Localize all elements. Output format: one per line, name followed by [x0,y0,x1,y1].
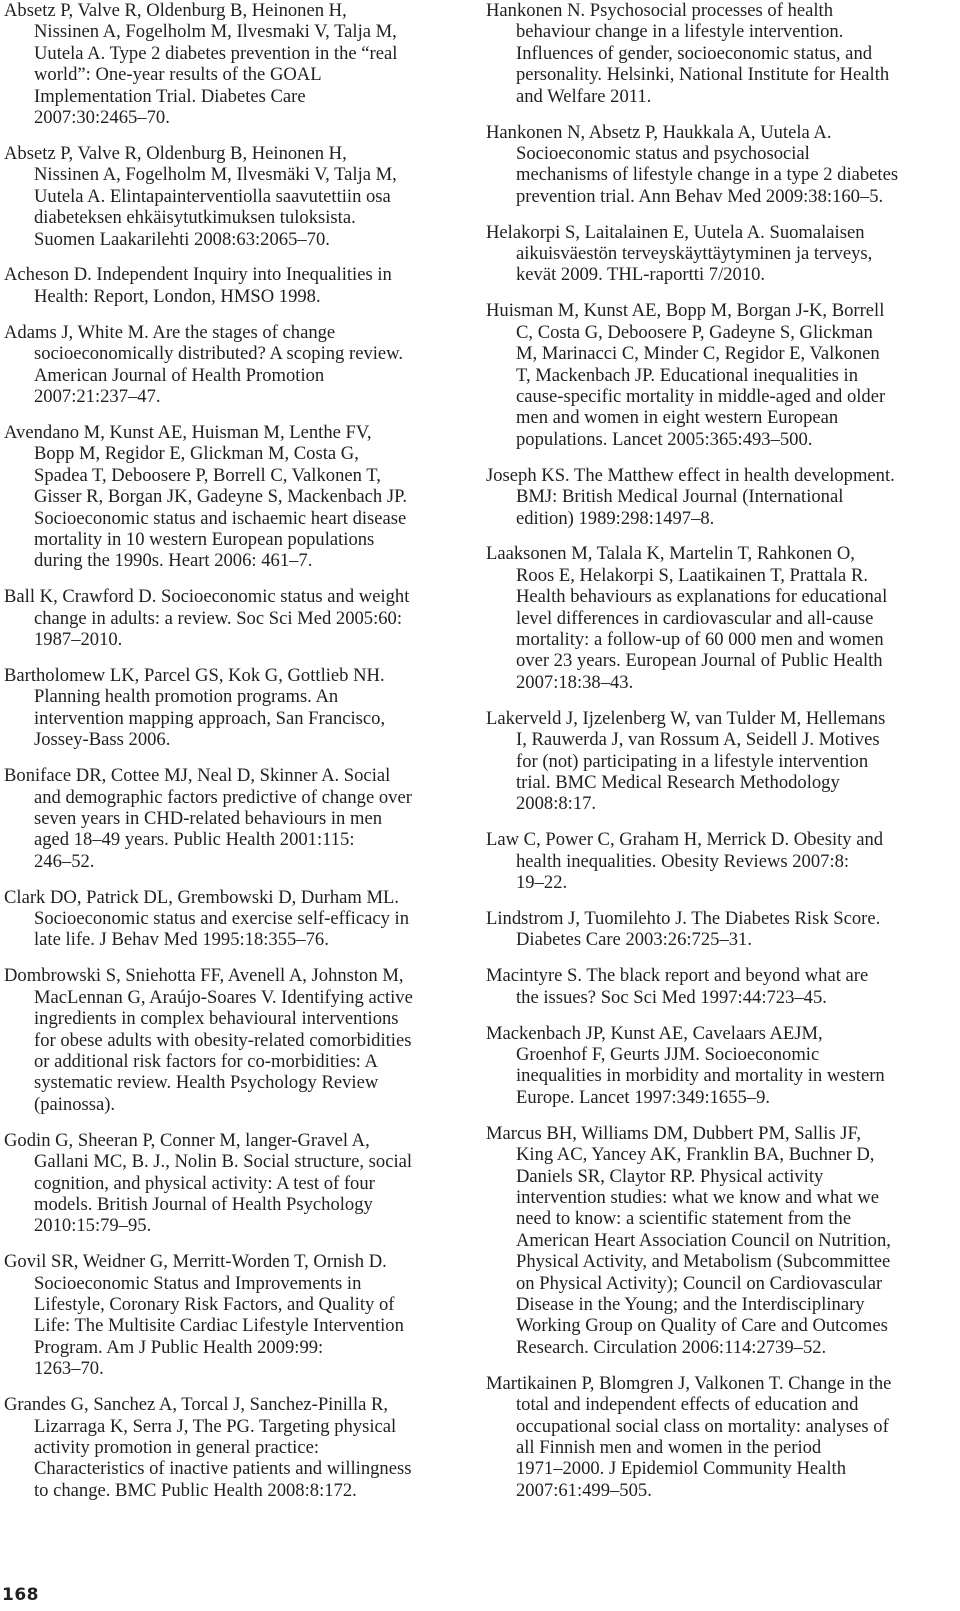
reference-entry: Absetz P, Valve R, Oldenburg B, Heinonen H, Nissinen A, Fogelholm M, Ilvesmäki V, Talja M, Uutela A. Elintapainterventiolla saavutettiin osa diabeteksen ehkäisytutkimuksen tuloksista. Suomen Laakarilehti 2008:63:2065–70. [4,142,397,250]
reference-entry: Marcus BH, Williams DM, Dubbert PM, Sallis JF, King AC, Yancey AK, Franklin BA, Buchner D, Daniels SR, Claytor RP. Physical activity intervention studies: what we know and what we need to know: a scientific statement from the American Heart Association Council on Nutrition, Physical Activity, and Metabolism (Subcommittee on Physical Activity); Council on Cardiovascular Disease in the Young; and the Interdisciplinary Working Group on Quality of Care and Outcomes Research. Circulation 2006:114:2739–52. [486,1122,891,1358]
reference-entry: Hankonen N. Psychosocial processes of health behaviour change in a lifestyle intervention. Influences of gender, socioeconomic status, and personality. Helsinki, National Institute for Health and Welfare 2011. [486,0,890,107]
reference-entry: Lakerveld J, Ijzelenberg W, van Tulder M, Hellemans I, Rauwerda J, van Rossum A, Seidell J. Motives for (not) participating in a lifestyle intervention trial. BMC Medical Research Methodology 2008:8:17. [486,707,886,815]
reference-entry: Joseph KS. The Matthew effect in health development. BMJ: British Medical Journal (International edition) 1989:298:1497–8. [486,464,895,529]
reference-entry: Grandes G, Sanchez A, Torcal J, Sanchez-Pinilla R, Lizarraga K, Serra J, The PG. Targeting physical activity promotion in general practice: Characteristics of inactive patients and willingness to change. BMC Public Health 2008:8:172. [4,1394,412,1501]
reference-entry: Adams J, White M. Are the stages of change socioeconomically distributed? A scoping review. American Journal of Health Promotion 2007:21:237–47. [4,321,404,407]
reference-entry: Govil SR, Weidner G, Merritt-Worden T, Ornish D. Socioeconomic Status and Improvements in Lifestyle, Coronary Risk Factors, and Quality of Life: The Multisite Cardiac Lifestyle Intervention Program. Am J Public Health 2009:99: 1263–70. [4,1251,404,1380]
reference-entry: Hankonen N, Absetz P, Haukkala A, Uutela A. Socioeconomic status and psychosocial mechanisms of lifestyle change in a type 2 diabetes prevention trial. Ann Behav Med 2009:38:160–5. [486,121,899,207]
reference-entry: Macintyre S. The black report and beyond what are the issues? Soc Sci Med 1997:44:723–45. [486,965,869,1008]
reference-entry: Clark DO, Patrick DL, Grembowski D, Durham ML. Socioeconomic status and exercise self-efficacy in late life. J Behav Med 1995:18:355–76. [4,886,409,951]
reference-entry: Lindstrom J, Tuomilehto J. The Diabetes Risk Score. Diabetes Care 2003:26:725–31. [486,908,881,951]
reference-entry: Avendano M, Kunst AE, Huisman M, Lenthe FV, Bopp M, Regidor E, Glickman M, Costa G, Spadea T, Deboosere P, Borrell C, Valkonen T, Gisser R, Borgan JK, Gadeyne S, Mackenbach JP. Socioeconomic status and ischaemic heart disease mortality in 10 western European populations during the 1990s. Heart 2006: 461–7. [4,421,408,572]
reference-entry: Law C, Power C, Graham H, Merrick D. Obesity and health inequalities. Obesity Reviews 2007:8: 19–22. [486,829,884,894]
reference-entry: Huisman M, Kunst AE, Bopp M, Borgan J-K, Borrell C, Costa G, Deboosere P, Gadeyne S, Glickman M, Marinacci C, Minder C, Regidor E, Valkonen T, Mackenbach JP. Educational inequalities in cause-specific mortality in middle-aged and older men and women in eight western European populations. Lancet 2005:365:493–500. [486,300,886,450]
reference-entry: Godin G, Sheeran P, Conner M, langer-Gravel A, Gallani MC, B. J., Nolin B. Social structure, social cognition, and physical activity: A test of four models. British Journal of Health Psychology 2010:15:79–95. [4,1129,413,1237]
reference-entry: Acheson D. Independent Inquiry into Inequalities in Health: Report, London, HMSO 1998. [4,264,392,307]
page-number: 168 [2,1585,39,1605]
reference-entry: Ball K, Crawford D. Socioeconomic status and weight change in adults: a review. Soc Sci Med 2005:60: 1987–2010. [4,586,410,651]
reference-entry: Laaksonen M, Talala K, Martelin T, Rahkonen O, Roos E, Helakorpi S, Laatikainen T, Prattala R. Health behaviours as explanations for educational level differences in cardiovascular and all-cause mortality: a follow-up of 60 000 men and women over 23 years. European Journal of Public Health 2007:18:38–43. [486,543,888,693]
reference-entry: Dombrowski S, Sniehotta FF, Avenell A, Johnston M, MacLennan G, Araújo-Soares V. Identifying active ingredients in complex behavioural interventions for obese adults with obesity-related comorbidities or additional risk factors for co-morbidities: A systematic review. Health Psychology Review (painossa). [4,965,413,1115]
reference-entry: Absetz P, Valve R, Oldenburg B, Heinonen H, Nissinen A, Fogelholm M, Ilvesmaki V, Talja M, Uutela A. Type 2 diabetes prevention in the “real world”: One-year results of the GOAL Implementation Trial. Diabetes Care 2007:30:2465–70. [4,0,398,129]
reference-entry: Martikainen P, Blomgren J, Valkonen T. Change in the total and independent effects of education and occupational social class on mortality: analyses of all Finnish men and women in the period 1971–2000. J Epidemiol Community Health 2007:61:499–505. [486,1372,892,1501]
reference-entry: Bartholomew LK, Parcel GS, Kok G, Gottlieb NH. Planning health promotion programs. An intervention mapping approach, San Francisco, Jossey-Bass 2006. [4,664,386,751]
reference-entry: Helakorpi S, Laitalainen E, Uutela A. Suomalaisen aikuisväestön terveyskäyttäytyminen ja terveys, kevät 2009. THL-raportti 7/2010. [486,221,873,286]
reference-list-left-column [4,0,456,1516]
reference-entry: Mackenbach JP, Kunst AE, Cavelaars AEJM, Groenhof F, Geurts JJM. Socioeconomic inequalities in morbidity and mortality in western Europe. Lancet 1997:349:1655–9. [486,1022,885,1108]
reference-entry: Boniface DR, Cottee MJ, Neal D, Skinner A. Social and demographic factors predictive of change over seven years in CHD-related behaviours in men aged 18–49 years. Public Health 2001:115: 246–52. [4,765,412,872]
reference-list-right-column [486,0,938,1516]
